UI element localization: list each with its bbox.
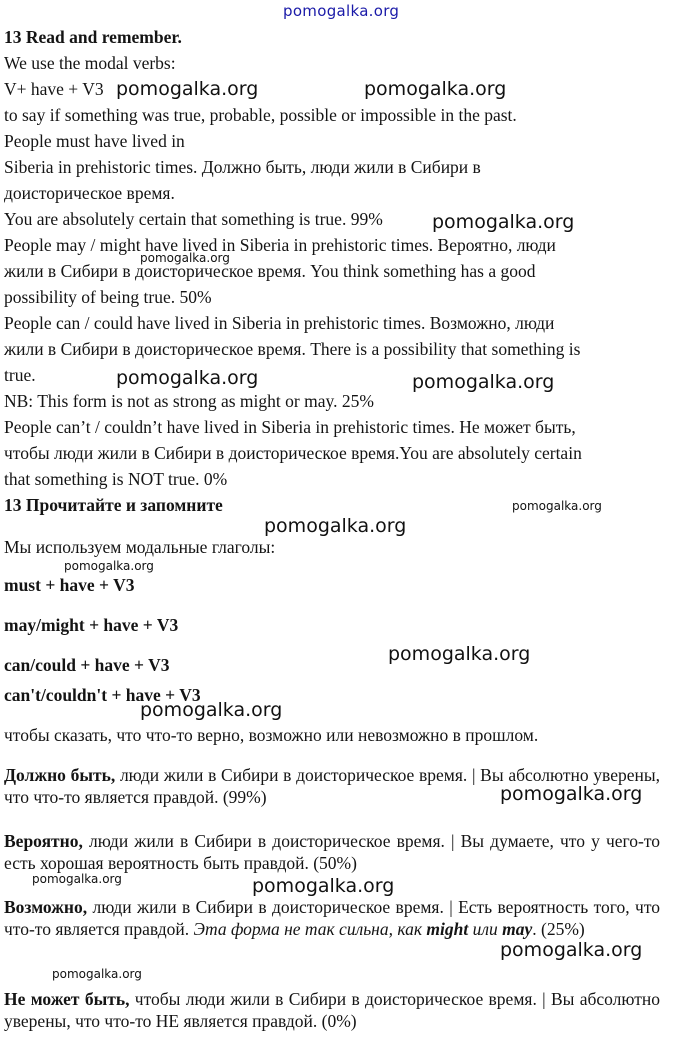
paragraph-text: . (25%) [532,919,585,939]
watermark: pomogalka.org [116,78,259,100]
heading-ru: 13 Прочитайте и запомните [4,495,223,515]
text-line: People must have lived in [4,131,185,151]
text-line: People can / could have lived in Siberia in prehistoric times. Возможно, люди [4,313,555,333]
bold-lead: Вероятно, [4,831,83,851]
italic-note: или [468,919,503,939]
italic-note: Эта форма не так сильна, как [193,919,427,939]
paragraph-text: люди жили в Сибири в доисторическое время. | Вы абсолютно уверены, что что-то является правдой. (99%) [4,765,661,807]
bold-may: may [502,919,533,939]
paragraph-can-could [4,896,660,940]
paragraph-text: люди жили в Сибири в доисторическое время. | Вы думаете, что у чего-то есть хорошая вероятность быть правдой. (50%) [4,831,660,873]
watermark: pomogalka.org [252,875,395,897]
watermark: pomogalka.org [412,371,555,393]
text-line: We use the modal verbs: [4,53,176,73]
paragraph-cant-couldnt [4,988,660,1032]
text-line: NB: This form is not as strong as might or may. 25% [4,391,374,411]
text-line: доисторическое время. [4,183,175,203]
text-line: Siberia in prehistoric times. Должно быть, люди жили в Сибири в [4,157,481,177]
text-line: People can’t / couldn’t have lived in Siberia in prehistoric times. Не может быть, [4,417,576,437]
paragraph-text: чтобы люди жили в Сибири в доисторическое время. | Вы абсолютно уверены, что что-то НЕ является правдой. (0%) [4,989,661,1031]
watermark: pomogalka.org [64,559,154,573]
watermark: pomogalka.org [52,967,142,981]
watermark: pomogalka.org [32,872,122,886]
text-line: V+ have + V3 [4,79,104,99]
watermark: pomogalka.org [364,78,507,100]
watermark: pomogalka.org [140,699,283,721]
watermark: pomogalka.org [500,783,643,805]
text-line: жили в Сибири в доисторическое время. There is a possibility that something is [4,339,581,359]
text-line: чтобы люди жили в Сибири в доисторическое время.You are absolutely certain [4,443,582,463]
text-line: жили в Сибири в доисторическое время. You think something has a good [4,261,536,281]
watermark: pomogalka.org [264,515,407,537]
bold-lead: Должно быть, [4,765,116,785]
text-line: чтобы сказать, что что-то верно, возможно или невозможно в прошлом. [4,725,539,745]
text-line: possibility of being true. 50% [4,287,212,307]
bold-lead: Возможно, [4,897,88,917]
watermark: pomogalka.org [500,939,643,961]
text-line: that something is NOT true. 0% [4,469,228,489]
bold-lead: Не может быть, [4,989,130,1009]
watermark: pomogalka.org [512,499,602,513]
top-watermark: pomogalka.org [283,2,400,20]
formula-cant-couldnt: can't/couldn't + have + V3 [4,685,201,705]
text-line: to say if something was true, probable, possible or impossible in the past. [4,105,517,125]
bold-might: might [426,919,469,939]
formula-must: must + have + V3 [4,575,135,595]
watermark: pomogalka.org [140,251,230,265]
text-line: People may / might have lived in Siberia in prehistoric times. Вероятно, люди [4,235,556,255]
text-line: true. [4,365,36,385]
heading-en: 13 Read and remember. [4,27,182,47]
paragraph-may-might [4,830,660,874]
watermark: pomogalka.org [432,211,575,233]
paragraph-text: люди жили в Сибири в доисторическое время. | Есть вероятность того, что что-то является правдой. [4,897,660,939]
watermark: pomogalka.org [388,643,531,665]
watermark: pomogalka.org [116,367,259,389]
formula-can-could: can/could + have + V3 [4,655,170,675]
text-line: You are absolutely certain that something is true. 99% [4,209,383,229]
text-line: Мы используем модальные глаголы: [4,537,276,557]
formula-may-might: may/might + have + V3 [4,615,179,635]
